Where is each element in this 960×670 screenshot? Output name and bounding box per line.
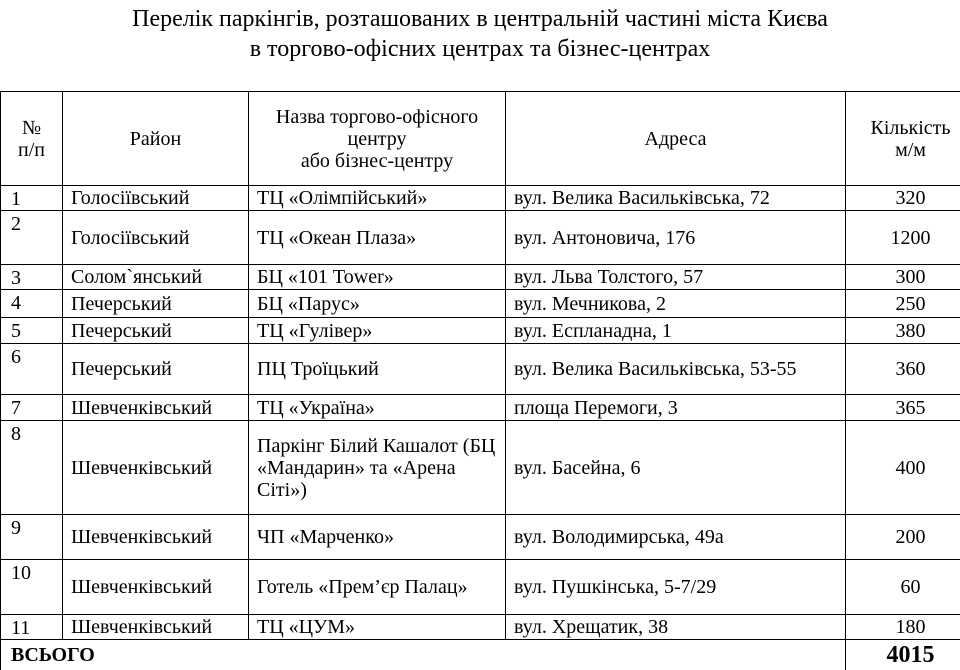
name-cell: ЧП «Марченко» [249,515,506,560]
header-district: Район [63,92,249,186]
parking-table [0,91,960,670]
name-cell: ПЦ Троїцький [249,344,506,395]
row-num: 5 [1,318,63,344]
count-cell: 200 [846,515,960,560]
title-line-1: Перелік паркінгів, розташованих в центральній частині міста Києва [0,4,960,34]
row-num: 3 [1,265,63,290]
header-row [1,92,960,186]
name-cell: БЦ «Парус» [249,290,506,318]
count-cell: 400 [846,421,960,515]
total-value: 4015 [846,640,960,670]
count-cell: 360 [846,344,960,395]
table-row [1,395,960,421]
address-cell: вул. Басейна, 6 [506,421,846,515]
table-row [1,515,960,560]
address-cell: вул. Льва Толстого, 57 [506,265,846,290]
name-cell: ТЦ «Олімпійський» [249,186,506,211]
count-cell: 180 [846,615,960,640]
count-cell: 1200 [846,211,960,265]
row-num: 11 [1,615,63,640]
address-cell: вул. Володимирська, 49а [506,515,846,560]
table-row [1,560,960,615]
district-cell: Голосіївський [63,186,249,211]
district-cell: Печерський [63,344,249,395]
table-row [1,421,960,515]
row-num: 4 [1,290,63,318]
name-cell: ТЦ «Гулівер» [249,318,506,344]
district-cell: Шевченківський [63,615,249,640]
address-cell: вул. Пушкінська, 5-7/29 [506,560,846,615]
district-cell: Голосіївський [63,211,249,265]
count-cell: 320 [846,186,960,211]
address-cell: вул. Хрещатик, 38 [506,615,846,640]
table-row [1,186,960,211]
count-cell: 60 [846,560,960,615]
row-num: 7 [1,395,63,421]
header-name: Назва торгово-офісного центру або бізнес-центру [249,92,506,186]
document-title [0,4,960,64]
count-cell: 300 [846,265,960,290]
header-num: № п/п [1,92,63,186]
row-num: 6 [1,344,63,395]
district-cell: Печерський [63,290,249,318]
table-row [1,344,960,395]
name-cell: Готель «Прем’єр Палац» [249,560,506,615]
name-cell: ТЦ «ЦУМ» [249,615,506,640]
title-line-2: в торгово-офісних центрах та бізнес-центрах [0,34,960,64]
total-row [1,640,960,670]
table-row [1,615,960,640]
table-row [1,318,960,344]
address-cell: вул. Еспланадна, 1 [506,318,846,344]
district-cell: Печерський [63,318,249,344]
district-cell: Шевченківський [63,515,249,560]
address-cell: площа Перемоги, 3 [506,395,846,421]
district-cell: Шевченківський [63,421,249,515]
total-label: ВСЬОГО [1,640,846,670]
count-cell: 365 [846,395,960,421]
name-cell: ТЦ «Україна» [249,395,506,421]
row-num: 10 [1,560,63,615]
name-cell: ТЦ «Океан Плаза» [249,211,506,265]
address-cell: вул. Антоновича, 176 [506,211,846,265]
row-num: 2 [1,211,63,265]
header-count: Кількість м/м [846,92,960,186]
name-cell: Паркінг Білий Кашалот (БЦ «Мандарин» та «Арена Сіті») [249,421,506,515]
row-num: 9 [1,515,63,560]
table-row [1,265,960,290]
table-row [1,211,960,265]
address-cell: вул. Велика Васильківська, 53-55 [506,344,846,395]
district-cell: Шевченківський [63,395,249,421]
address-cell: вул. Велика Васильківська, 72 [506,186,846,211]
address-cell: вул. Мечникова, 2 [506,290,846,318]
name-cell: БЦ «101 Tower» [249,265,506,290]
header-address: Адреса [506,92,846,186]
row-num: 1 [1,186,63,211]
district-cell: Шевченківський [63,560,249,615]
table-row [1,290,960,318]
count-cell: 250 [846,290,960,318]
row-num: 8 [1,421,63,515]
count-cell: 380 [846,318,960,344]
district-cell: Солом`янський [63,265,249,290]
